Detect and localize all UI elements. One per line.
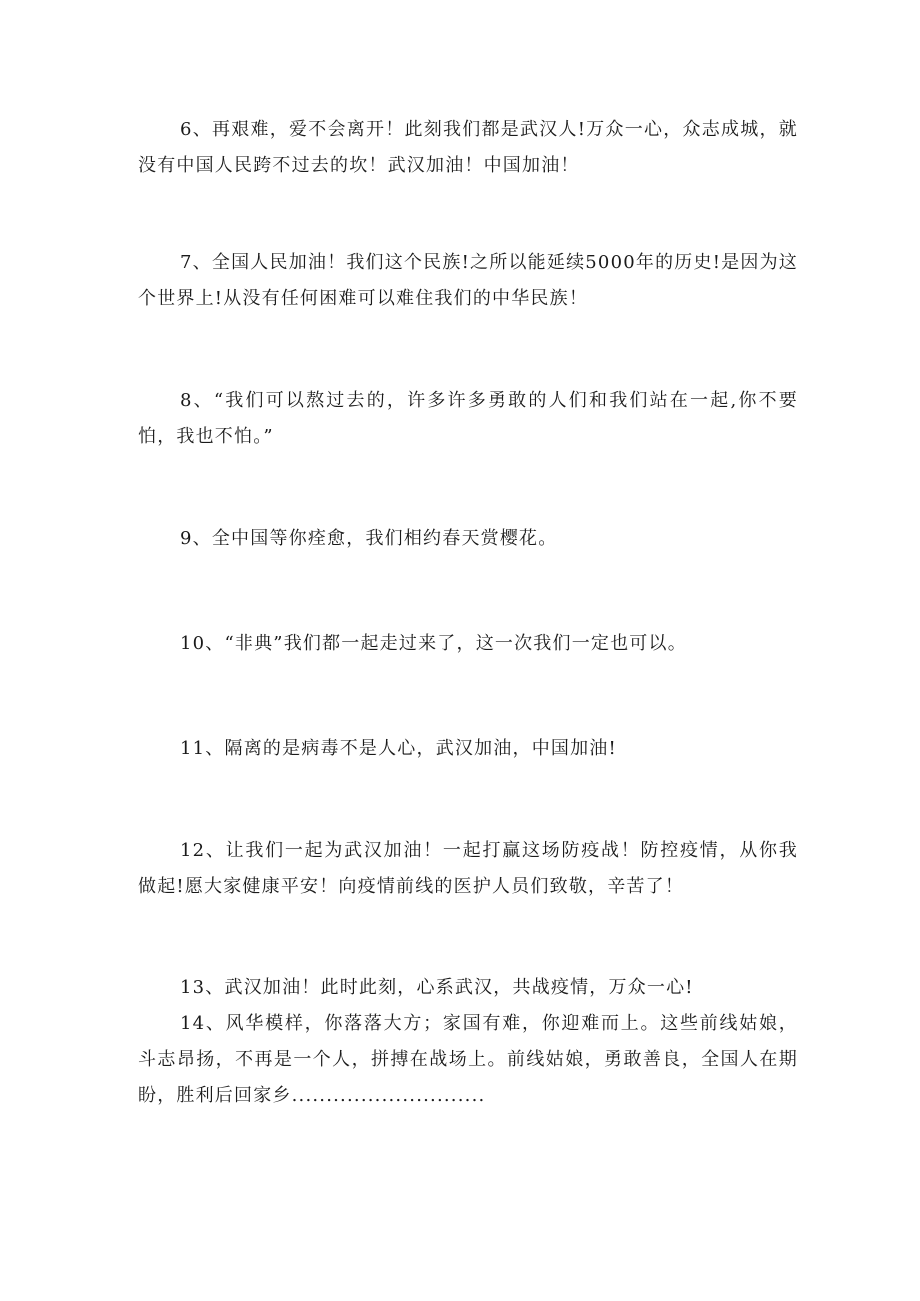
paragraph-7: 7、全国人民加油！我们这个民族!之所以能延续5000年的历史!是因为这个世界上!从没有任何困难可以难住我们的中华民族！ (138, 252, 798, 309)
paragraph-11: 11、隔离的是病毒不是人心，武汉加油，中国加油! (180, 738, 617, 759)
paragraph-10: 10、“非典”我们都一起走过来了，这一次我们一定也可以。 (180, 633, 687, 654)
paragraph-8: 8、“我们可以熬过去的，许多许多勇敢的人们和我们站在一起,你不要怕，我也不怕。” (138, 390, 798, 447)
paragraph-9: 9、全中国等你痊愈，我们相约春天赏樱花。 (180, 528, 558, 549)
paragraph-13: 13、武汉加油！此时此刻，心系武汉，共战疫情，万众一心! (180, 977, 694, 998)
paragraph-12: 12、让我们一起为武汉加油！一起打赢这场防疫战！防控疫情，从你我做起!愿大家健康平安！向疫情前线的医护人员们致敬，辛苦了！ (138, 840, 798, 897)
paragraph-6: 6、再艰难，爱不会离开！此刻我们都是武汉人!万众一心，众志成城，就没有中国人民跨不过去的坎！武汉加油！中国加油！ (138, 119, 798, 176)
paragraph-14: 14、风华模样，你落落大方；家国有难，你迎难而上。这些前线姑娘，斗志昂扬，不再是一个人，拼搏在战场上。前线姑娘，勇敢善良，全国人在期盼，胜利后回家乡............................ (138, 1013, 798, 1106)
